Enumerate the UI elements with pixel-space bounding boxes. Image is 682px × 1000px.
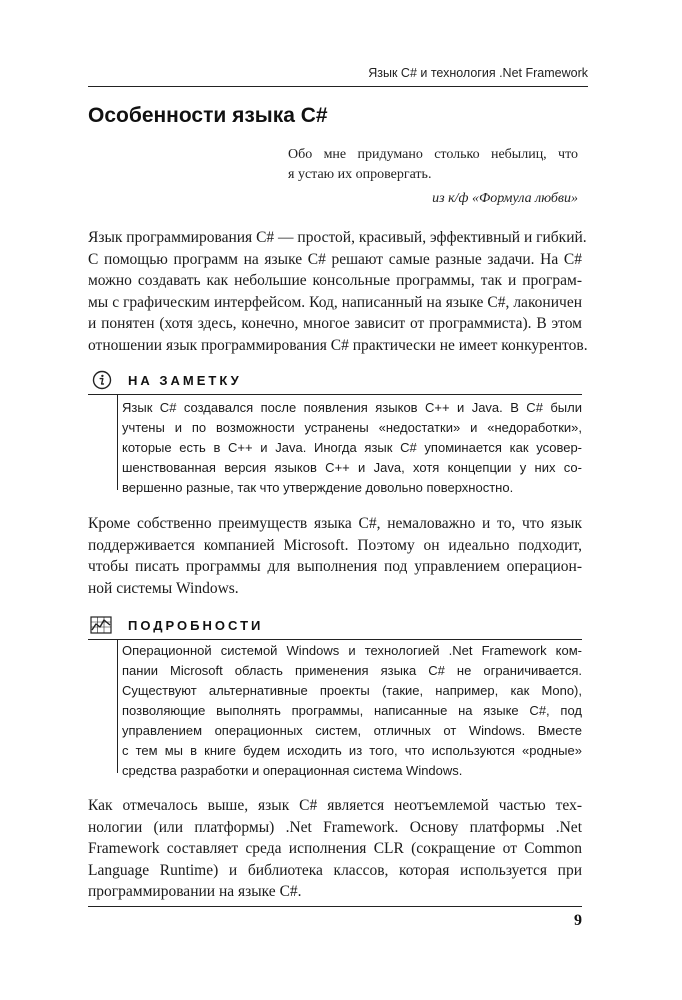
paragraph-net-framework bbox=[88, 795, 582, 903]
paragraph-line: С помощью программ на языке C# решают самые разные задачи. На C# bbox=[88, 250, 582, 268]
note-rule bbox=[88, 394, 582, 395]
paragraph-line: программировании на языке C#. bbox=[88, 883, 302, 901]
paragraph-line: поддерживается компанией Microsoft. Поэтому он идеально подходит, bbox=[88, 536, 582, 554]
chart-icon bbox=[89, 615, 113, 635]
details-left-border bbox=[117, 639, 118, 773]
details-line: пании Microsoft область применения языка C# не ограничивается. bbox=[122, 663, 582, 678]
note-line: вершенно разные, так что утверждение довольно поверхностно. bbox=[122, 480, 514, 495]
paragraph-line: ной системы Windows. bbox=[88, 579, 239, 597]
footer-rule bbox=[88, 906, 582, 907]
paragraph-line: Language Runtime) и библиотека классов, которая используется при bbox=[88, 861, 582, 879]
details-text bbox=[122, 641, 582, 781]
paragraph-line: Язык программирования C# — простой, красивый, эффективный и гибкий. bbox=[88, 229, 587, 246]
paragraph-line: отношении язык программирования C# практически не имеет конкурентов. bbox=[88, 336, 588, 354]
header-rule bbox=[88, 86, 588, 87]
epigraph-line: Обо мне придумано столько небылиц, что bbox=[288, 147, 578, 162]
paragraph-line: можно создавать как небольшие консольные программы, так и програм- bbox=[88, 272, 582, 290]
details-line: Операционной системой Windows и технологией .Net Framework ком- bbox=[122, 643, 582, 658]
details-rule bbox=[88, 639, 582, 640]
paragraph-intro bbox=[88, 227, 588, 357]
note-left-border bbox=[117, 394, 118, 490]
epigraph bbox=[288, 145, 578, 209]
details-line: с тем мы в книге будем исходить из того, что используются «родные» bbox=[122, 743, 582, 758]
paragraph-line: Framework составляет среда исполнения CLR (сокращение от Common bbox=[88, 840, 582, 858]
details-line: управлением операционных систем, отличных от Windows. Вместе bbox=[122, 723, 582, 738]
paragraph-microsoft bbox=[88, 513, 582, 599]
paragraph-line: чтобы писать программы для выполнения под управлением операцион- bbox=[88, 558, 582, 576]
note-line: Язык C# создавался после появления языков C++ и Java. В C# были bbox=[122, 400, 582, 415]
note-line: шенствованная версия языков C++ и Java, хотя концепции у них со- bbox=[122, 460, 582, 475]
note-line: которые есть в C++ и Java. Иногда язык C# упоминается как усовер- bbox=[122, 440, 582, 455]
paragraph-line: Как отмечалось выше, язык C# является неотъемлемой частью тех- bbox=[88, 797, 582, 814]
note-line: учтены и по возможности устранены «недостатки» и «недоработки», bbox=[122, 420, 582, 435]
epigraph-source: из к/ф «Формула любви» bbox=[432, 191, 578, 206]
section-title: Особенности языка C# bbox=[88, 104, 328, 127]
info-icon bbox=[91, 369, 113, 391]
note-text bbox=[122, 398, 582, 498]
running-header: Язык C# и технология .Net Framework bbox=[368, 66, 588, 80]
details-heading: ПОДРОБНОСТИ bbox=[128, 618, 264, 633]
page-number: 9 bbox=[574, 912, 582, 929]
details-line: средства разработки и операционная система Windows. bbox=[122, 763, 463, 778]
details-line: Существуют альтернативные проекты (такие, например, как Mono), bbox=[122, 683, 582, 698]
paragraph-line: мы с графическим интерфейсом. Код, написанный на языке C#, лаконичен bbox=[88, 293, 582, 311]
paragraph-line: и понятен (хотя здесь, конечно, многое зависит от программиста). В этом bbox=[88, 315, 582, 333]
epigraph-line: я устаю их опровергать. bbox=[288, 167, 432, 182]
paragraph-line: Кроме собственно преимуществ языка C#, немаловажно и то, что язык bbox=[88, 515, 582, 532]
details-line: позволяющие выполнять программы, написанные на языке C#, под bbox=[122, 703, 582, 718]
note-heading: НА ЗАМЕТКУ bbox=[128, 373, 242, 388]
paragraph-line: нологии (или платформы) .Net Framework. Основу платформы .Net bbox=[88, 818, 582, 836]
